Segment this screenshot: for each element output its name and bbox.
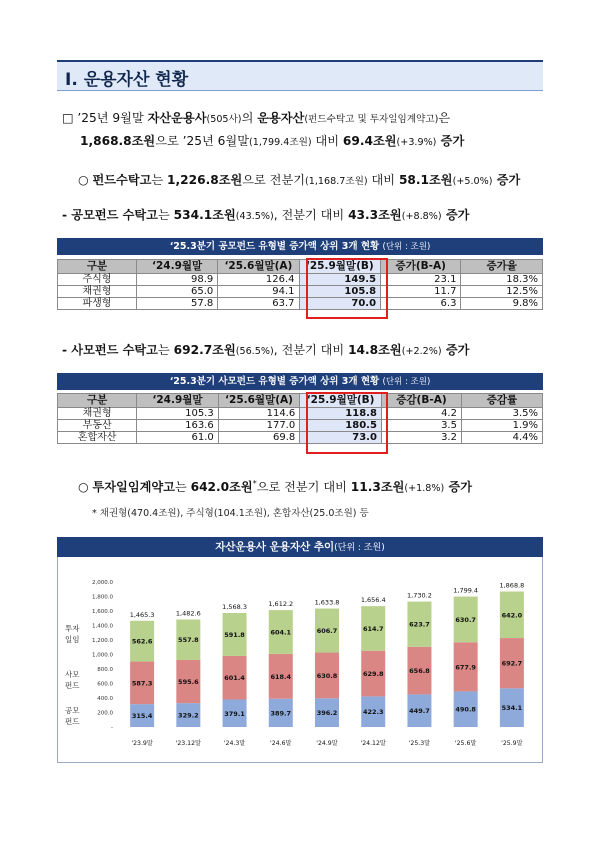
x-tick-label: '25.3말 xyxy=(408,740,431,747)
table-header: 증가율 xyxy=(461,260,543,274)
table-cell: 4.2 xyxy=(381,408,461,420)
legend-label: 펀드 xyxy=(65,717,80,726)
data-label: 604.1 xyxy=(270,628,292,637)
public-fund-small: (43.5%) xyxy=(235,211,274,222)
table1-title-bar xyxy=(57,238,543,255)
stacked-bar-chart xyxy=(57,557,543,762)
data-label: 677.9 xyxy=(455,663,476,672)
table1-title: ‘25.3분기 공모펀드 유형별 증가액 상위 3개 현황 xyxy=(169,241,380,252)
table-header: ‘24.9월말 xyxy=(137,394,219,408)
table-cell: 73.0 xyxy=(300,432,382,444)
public-fund-line xyxy=(62,205,469,227)
summary-text: 은 xyxy=(438,111,451,125)
summary-bold: 자산운용사 xyxy=(147,111,207,125)
table2 xyxy=(57,393,543,444)
table-cell: 149.5 xyxy=(299,274,381,286)
private-fund-bold: - 사모펀드 수탁고 xyxy=(62,343,158,357)
table-cell: 4.4% xyxy=(461,432,542,444)
table-cell: 61.0 xyxy=(137,432,219,444)
fund-line xyxy=(78,170,520,192)
total-label: 1,465.3 xyxy=(129,610,155,619)
legend-label: 투자 xyxy=(65,624,80,633)
table-cell: 11.7 xyxy=(381,286,461,298)
public-fund-bold: 43.3조원 xyxy=(348,208,402,222)
table-cell: 180.5 xyxy=(300,420,382,432)
table-cell: 3.5% xyxy=(461,408,542,420)
summary-text: ’25년 9월말 xyxy=(77,111,148,125)
summary-small: (펀드수탁고 및 투자일임계약고) xyxy=(304,114,439,125)
private-fund-bold: 증가 xyxy=(441,343,470,357)
y-tick-label: 800.0 xyxy=(97,667,113,673)
summary-bold: 증가 xyxy=(436,134,465,148)
data-label: 630.8 xyxy=(316,671,338,680)
table-header: 증감(B-A) xyxy=(381,394,461,408)
table-header: ‘25.6월말(A) xyxy=(218,394,300,408)
y-tick-label: 1,400.0 xyxy=(92,623,113,630)
chart-title-bar xyxy=(57,537,543,557)
data-label: 562.6 xyxy=(131,637,153,646)
x-tick-label: '24.12말 xyxy=(360,740,386,747)
data-label: 618.4 xyxy=(270,672,292,681)
private-fund-line xyxy=(62,340,469,362)
table-cell: 105.3 xyxy=(137,408,219,420)
x-tick-label: '25.9말 xyxy=(501,740,523,747)
total-label: 1,868.8 xyxy=(499,581,525,590)
table-cell: 혼합자산 xyxy=(58,432,137,444)
data-label: 315.4 xyxy=(131,712,153,721)
table1-unit: (단위 : 조원) xyxy=(382,242,431,252)
section-heading: Ⅰ. 운용자산 현황 xyxy=(65,70,189,90)
chart-unit: (단위 : 조원) xyxy=(334,543,385,553)
highlight-box xyxy=(306,392,388,454)
data-label: 623.7 xyxy=(409,620,430,629)
table-cell: 163.6 xyxy=(137,420,219,432)
table-cell: 6.3 xyxy=(381,298,461,310)
discretionary-bullet: ○ xyxy=(78,480,89,495)
private-fund-small: (56.5%) xyxy=(235,346,274,357)
private-fund-bold: 692.7조원 xyxy=(173,343,236,357)
fund-bullet: ○ xyxy=(78,173,89,187)
discretionary-small: (+1.8%) xyxy=(404,483,445,495)
data-label: 692.7 xyxy=(501,659,523,668)
table2-title: ‘25.3분기 사모펀드 유형별 증가액 상위 3개 현황 xyxy=(169,376,380,387)
fund-bold: 1,226.8조원 xyxy=(167,173,243,187)
table-cell: 118.8 xyxy=(300,408,382,420)
data-label: 396.2 xyxy=(316,709,338,718)
table-cell: 63.7 xyxy=(218,298,299,310)
total-label: 1,568.3 xyxy=(222,603,247,612)
summary-small: (+3.9%) xyxy=(396,137,437,148)
private-fund-text: , 전분기 대비 xyxy=(273,343,349,357)
data-label: 449.7 xyxy=(409,707,430,716)
table-row xyxy=(58,408,543,420)
private-fund-small: (+2.2%) xyxy=(401,346,442,357)
table-cell: 114.6 xyxy=(218,408,300,420)
table-cell: 177.0 xyxy=(218,420,300,432)
table-header: ‘24.9월말 xyxy=(136,260,217,274)
y-tick-label: 400.0 xyxy=(97,696,113,702)
table-cell: 69.8 xyxy=(218,432,300,444)
discretionary-bold: 11.3조원 xyxy=(350,480,405,495)
summary-text: 으로 ’25년 6월말 xyxy=(155,134,249,148)
public-fund-text: 는 xyxy=(157,208,174,222)
legend-label: 일임 xyxy=(65,635,80,644)
table-header: 구분 xyxy=(58,260,137,274)
fund-small: (+5.0%) xyxy=(452,176,493,187)
table-header-row xyxy=(58,260,543,274)
table-cell: 126.4 xyxy=(218,274,299,286)
legend-label: 사모 xyxy=(65,670,80,679)
total-label: 1,482.6 xyxy=(175,609,201,618)
public-fund-small: (+8.8%) xyxy=(401,211,442,222)
discretionary-text: 으로 전분기 대비 xyxy=(256,480,351,495)
footnote: * 채권형(470.4조원), 주식형(104.1조원), 혼합자산(25.0조원) 등 xyxy=(92,508,369,519)
private-fund-bold: 14.8조원 xyxy=(348,343,402,357)
x-tick-label: '25.6말 xyxy=(454,740,477,747)
fund-small: (1,168.7조원) xyxy=(305,176,368,187)
data-label: 422.3 xyxy=(362,708,384,717)
public-fund-bold: - 공모펀드 수탁고 xyxy=(62,208,158,222)
data-label: 557.8 xyxy=(178,636,199,645)
y-tick-label: 1,800.0 xyxy=(92,594,113,601)
fund-bold: 펀드수탁고 xyxy=(92,173,152,187)
public-fund-bold: 534.1조원 xyxy=(173,208,236,222)
public-fund-bold: 증가 xyxy=(441,208,470,222)
discretionary-line xyxy=(78,474,472,499)
discretionary-text: 는 xyxy=(174,480,191,495)
data-label: 329.2 xyxy=(178,711,199,720)
table-header: ‘25.9월말(B) xyxy=(299,260,381,274)
data-label: 642.0 xyxy=(501,611,523,620)
table-cell: 주식형 xyxy=(58,274,137,286)
table-cell: 18.3% xyxy=(461,274,543,286)
fund-text: 는 xyxy=(151,173,168,187)
data-label: 629.8 xyxy=(362,670,384,679)
discretionary-bold: 증가 xyxy=(444,480,473,495)
table-row xyxy=(58,274,543,286)
table-cell: 파생형 xyxy=(58,298,137,310)
summary-bold: 69.4조원 xyxy=(342,134,397,148)
table-cell: 부동산 xyxy=(58,420,137,432)
y-tick-label: 200.0 xyxy=(97,710,113,717)
x-tick-label: '23.12말 xyxy=(175,740,202,747)
private-fund-text: 는 xyxy=(157,343,174,357)
table-cell: 65.0 xyxy=(136,286,217,298)
summary-text: 대비 xyxy=(311,134,343,148)
data-label: 630.7 xyxy=(455,615,476,624)
total-label: 1,656.4 xyxy=(360,596,386,605)
y-tick-label: 600.0 xyxy=(97,681,113,688)
data-label: 656.8 xyxy=(409,667,430,676)
data-label: 614.7 xyxy=(362,624,384,633)
table-cell: 3.5 xyxy=(381,420,461,432)
table-row xyxy=(58,420,543,432)
table-cell: 채권형 xyxy=(58,408,137,420)
data-label: 534.1 xyxy=(501,704,523,713)
table-cell: 57.8 xyxy=(136,298,217,310)
legend-label: 공모 xyxy=(65,706,80,715)
data-label: 379.1 xyxy=(224,709,245,718)
summary-small: (1,799.4조원) xyxy=(248,137,312,148)
y-tick-label: 1,600.0 xyxy=(92,609,113,615)
summary-line-1 xyxy=(62,108,450,130)
table-row xyxy=(58,286,543,298)
table-header: 구분 xyxy=(58,394,137,408)
fund-bold: 증가 xyxy=(492,173,521,187)
section-heading-bar xyxy=(57,60,543,91)
summary-bold: 운용자산 xyxy=(257,111,305,125)
table-header: 증가(B-A) xyxy=(381,260,461,274)
data-label: 606.7 xyxy=(316,627,338,636)
table-cell: 94.1 xyxy=(218,286,299,298)
table-cell: 98.9 xyxy=(136,274,217,286)
table-cell: 105.8 xyxy=(299,286,381,298)
table-cell: 채권형 xyxy=(58,286,137,298)
table2-title-bar xyxy=(57,373,543,390)
data-label: 601.4 xyxy=(224,674,245,683)
x-tick-label: '24.3말 xyxy=(223,740,246,747)
footnote-marker: * xyxy=(252,479,257,488)
table-header: ‘25.6월말(A) xyxy=(218,260,299,274)
fund-text: 으로 전분기 xyxy=(242,173,306,187)
y-tick-label: 1,000.0 xyxy=(92,652,113,659)
table-cell: 3.2 xyxy=(381,432,461,444)
discretionary-bold: 투자일임계약고 xyxy=(92,480,175,495)
total-label: 1,633.8 xyxy=(314,598,340,607)
summary-small: (505사) xyxy=(206,114,242,125)
chart-title: 자산운용사 운용자산 추이 xyxy=(215,541,335,553)
table-cell: 70.0 xyxy=(299,298,381,310)
highlight-box xyxy=(306,258,388,319)
public-fund-text: , 전분기 대비 xyxy=(273,208,349,222)
data-label: 389.7 xyxy=(270,709,292,718)
fund-bold: 58.1조원 xyxy=(398,173,453,187)
table-header-row xyxy=(58,394,543,408)
table-row xyxy=(58,298,543,310)
legend-label: 펀드 xyxy=(65,681,80,690)
data-label: 595.6 xyxy=(178,678,199,687)
table-cell: 23.1 xyxy=(381,274,461,286)
table-cell: 9.8% xyxy=(461,298,543,310)
summary-bullet: □ xyxy=(62,111,74,125)
total-label: 1,799.4 xyxy=(453,586,479,595)
y-tick-label: 1,200.0 xyxy=(92,638,113,644)
table1 xyxy=(57,259,543,310)
data-label: 587.3 xyxy=(131,679,153,688)
discretionary-bold: 642.0조원 xyxy=(190,480,253,495)
x-tick-label: '24.9말 xyxy=(316,740,338,747)
total-label: 1,612.2 xyxy=(268,600,294,609)
summary-line-2 xyxy=(80,131,464,153)
x-tick-label: '23.9말 xyxy=(131,740,153,747)
table-cell: 1.9% xyxy=(461,420,542,432)
summary-bold: 1,868.8조원 xyxy=(80,134,156,148)
data-label: 591.8 xyxy=(224,630,245,639)
fund-text: 대비 xyxy=(367,173,399,187)
table-cell: 12.5% xyxy=(461,286,543,298)
table2-unit: (단위 : 조원) xyxy=(382,377,431,387)
table-header: 증감률 xyxy=(461,394,542,408)
y-tick-label: 2,000.0 xyxy=(92,580,113,586)
table-row xyxy=(58,432,543,444)
y-tick-label: - xyxy=(111,725,113,731)
x-tick-label: '24.6말 xyxy=(270,740,292,747)
total-label: 1,730.2 xyxy=(407,591,432,600)
data-label: 490.8 xyxy=(455,705,476,714)
table-header: ‘25.9월말(B) xyxy=(300,394,382,408)
summary-text: 의 xyxy=(241,111,258,125)
